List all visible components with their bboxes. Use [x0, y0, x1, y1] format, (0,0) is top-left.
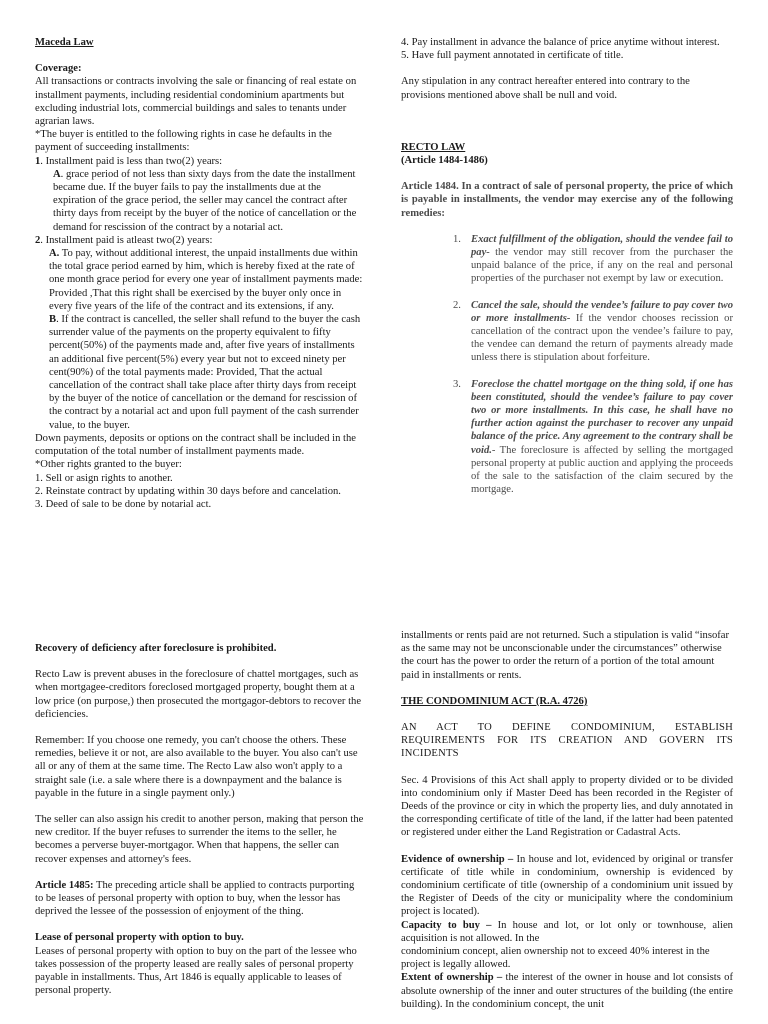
right-item-2a-text: To pay, without additional interest, the unpaid installments due within the total grace period earned by him, which is hereby fixed at the rate of one month grace period for every one year of installment payments made: Provided ,That this right shall be exercised by the buyer only once in every five years of the life of the contract and its extensions, if any.: [49, 248, 363, 312]
down-payments-text: Down payments, deposits or options on the contract shall be included in the computation of the total number of installment payments made.: [35, 432, 356, 458]
coverage-text: All transactions or contracts involving the sale or financing of real estate on installment payments, including residential condominium apartments but excluding industrial lots, commercial buildings and sales to tenants under agrarian laws.: [35, 76, 357, 128]
other-right-2: 2. Reinstate contract by updating within 30 days before and cancelation.: [35, 485, 341, 497]
extent-of-ownership: [401, 971, 733, 1011]
extent-text: the interest of the owner in house and lot consists of absolute ownership of the inner and outer structures of the building (the entire building). In the condominium concept, the unit: [401, 972, 734, 1010]
remedy-lead: Exact fulfillment of the obligation, should the vendee fail to pay-: [471, 233, 733, 259]
right-item-1-text: . Installment paid is less than two(2) years:: [40, 155, 223, 167]
remedy-number: 1.: [453, 233, 461, 245]
article-1485: [35, 879, 364, 919]
right-item-1-num: 1: [35, 155, 41, 167]
lease-heading: Lease of personal property with option to buy.: [35, 932, 244, 944]
extent-label: Extent of ownership –: [401, 972, 503, 984]
article-1485-label: Article 1485:: [35, 879, 94, 891]
condominium-act-title: THE CONDOMINIUM ACT (R.A. 4726): [401, 695, 588, 707]
right-item-2a-label: A.: [49, 248, 60, 260]
maceda-law-column: [35, 36, 364, 511]
other-rights-heading: *Other rights granted to the buyer:: [35, 459, 182, 471]
installments-text: installments or rents paid are not returned. Such a stipulation is valid “insofar as the same may not be unconscionable under the circumstances” otherwise the court has the power to order the return of a portion of the total amount paid in installments or rents.: [401, 630, 730, 681]
right-item-2a: [35, 247, 364, 313]
right-item-2b-label: B: [49, 314, 57, 326]
article-1485-text: The preceding article shall be applied to contracts purporting to be leases of personal property with option to buy, when the lessor has deprived the lessee of the possession of enjoyment of the thing.: [35, 879, 355, 918]
right-item-2b-text: . If the contract is cancelled, the seller shall refund to the buyer the cash surrender value of the payments on the property equivalent to fifty percent(50%) of the payments made and, after five years of installments an additional five percent(5%) every year but not to exceed ninety per cent(90%) of the total payments made: Provided, That the actual cancellation of the contract shall take place after thirty days from receipt by the buyer of the notice of cancellation or the demand for rescission of the contract by a notarial act and upon full payment of the cash surrender value, to the buyer.: [49, 314, 361, 431]
right-item-2b: [35, 313, 364, 432]
capacity-to-buy: [401, 919, 733, 945]
capacity-text: In house and lot, or lot only or townhouse, alien acquisition is not allowed. In the: [401, 919, 733, 944]
evidence-text: In house and lot, evidenced by original or transfer certificate of title while in condominium, ownership is evidenced by condominium certificate of title (ownership of a condominium unit issued by the Register of Deeds of the city or municipality where the condominium project is located).: [401, 853, 733, 918]
remedy-body: - The foreclosure is affected by selling the mortgaged personal property at public auction and applying the proceeds of the sale to the satisfaction of the claim secured by the mortgage.: [471, 444, 733, 496]
maceda-item-5: 5. Have full payment annotated in certificate of title.: [401, 50, 624, 62]
evidence-of-ownership: [401, 853, 733, 919]
remedy-number: 2.: [453, 299, 461, 311]
right-item-1a: [35, 168, 364, 234]
remedy-item: [401, 299, 733, 365]
capacity-text-continued: condominium concept, alien ownership not to exceed 40% interest in the project is legally allowed.: [401, 946, 710, 971]
other-right-3: 3. Deed of sale to be done by notarial act.: [35, 498, 212, 510]
remedy-item: [401, 233, 733, 286]
condominium-act-description: AN ACT TO DEFINE CONDOMINIUM, ESTABLISH REQUIREMENTS FOR ITS CREATION AND GOVERN ITS INCIDENTS: [401, 722, 733, 760]
right-item-2-num: 2: [35, 234, 41, 246]
recto-law-articles: (Article 1484-1486): [401, 155, 488, 167]
remedy-lead: Foreclose the chattel mortgage on the thing sold, if one has been constituted, should the vendee’s failure to pay cover two or more installments. In this case, he shall have no further action against the purchaser to recover any unpaid balance of the price. Any agreement to the contrary shall be void.: [471, 378, 733, 456]
maceda-item-4: 4. Pay installment in advance the balance of price anytime without interest.: [401, 37, 720, 48]
capacity-label: Capacity to buy –: [401, 919, 492, 931]
recto-prevents-text: Recto Law is prevent abuses in the foreclosure of chattel mortgages, such as when mortgagee-creditors foreclosed mortgaged property, bought them at a low price (on purpose,) then prosecuted the mortgagor-debtors to recover the deficiencies.: [35, 669, 362, 720]
recto-law-title: RECTO LAW: [401, 141, 466, 153]
remedy-number: 3.: [453, 378, 461, 390]
remedy-body: the vendor may still recover from the purchaser the unpaid balance of the price, if any on the real and personal properties of the purchaser not exempt by law or execution.: [471, 247, 733, 285]
coverage-heading: Coverage:: [35, 63, 82, 75]
maceda-law-title: Maceda Law: [35, 37, 94, 48]
remedy-body: If the vendor chooses recission or cancellation of the contract upon the vendee’s failure to pay, the vendee can demand the return of payments already made unless there is stipulation about forfeiture.: [471, 312, 734, 364]
right-item-2-text: . Installment paid is atleast two(2) years:: [40, 234, 213, 246]
remedies-list: [401, 233, 733, 497]
other-right-1: 1. Sell or asign rights to another.: [35, 472, 173, 484]
recto-law-column: [401, 36, 733, 509]
remember-text: Remember: If you choose one remedy, you can't choose the others. These remedies, believe it or not, are also available to the buyer. You also can't use all or any of them at the same time. The Recto Law also won't apply to a straight sale (i.e. a sale where there is a downpayment and the balance is payable in the future in a single payment only.): [35, 735, 358, 799]
right-item-1a-text: . grace period of not less than sixty days from the date the installment became due. If the buyer fails to pay the installments due at the expiration of the grace period, the seller may cancel the contract after thirty days from receipt by the buyer of the notice of cancellation or the demand for rescission of the contract by a notarial act.: [53, 168, 357, 233]
remedy-item: [401, 378, 733, 497]
remedy-lead: Cancel the sale, should the vendee’s failure to pay cover two or more installments-: [471, 299, 733, 324]
seller-assign-text: The seller can also assign his credit to another person, making that person the new creditor. If the buyer refuses to surrender the items to the seller, he becomes a perverse buyer-mortgagor. When that happens, the seller can recover expenses and attorney's fees.: [35, 814, 364, 865]
right-item-2: [35, 234, 364, 247]
article-1484: Article 1484. In a contract of sale of personal property, the price of which is payable in installments, the vendor may exercise any of the following remedies:: [401, 181, 733, 219]
right-item-1: [35, 155, 364, 168]
lease-text: Leases of personal property with option to buy on the part of the lessee who takes possession of the property leased are really sales of personal property payable in installments. Thus, Art 1846 is equally applicable to leases of personal property.: [35, 945, 357, 997]
evidence-label: Evidence of ownership –: [401, 853, 514, 865]
recovery-heading: Recovery of deficiency after foreclosure is prohibited.: [35, 643, 277, 654]
right-item-1a-label: A: [53, 168, 61, 180]
buyer-rights-intro: *The buyer is entitled to the following rights in case he defaults in the payment of succeeding installments:: [35, 129, 332, 154]
section-4-text: Sec. 4 Provisions of this Act shall apply to property divided or to be divided into condominium only if Master Deed has been recorded in the Register of Deeds of the province or city in which the property lies, and duly annotated in the corresponding certificate of title of the land, if the latter had been patented or registered under either the Land Registration or Cadastral Acts.: [401, 774, 733, 839]
recovery-column: [35, 642, 364, 997]
stipulation-note: Any stipulation in any contract hereafter entered into contrary to the provisions mentioned above shall be null and void.: [401, 76, 690, 101]
condominium-column: [401, 629, 733, 1011]
